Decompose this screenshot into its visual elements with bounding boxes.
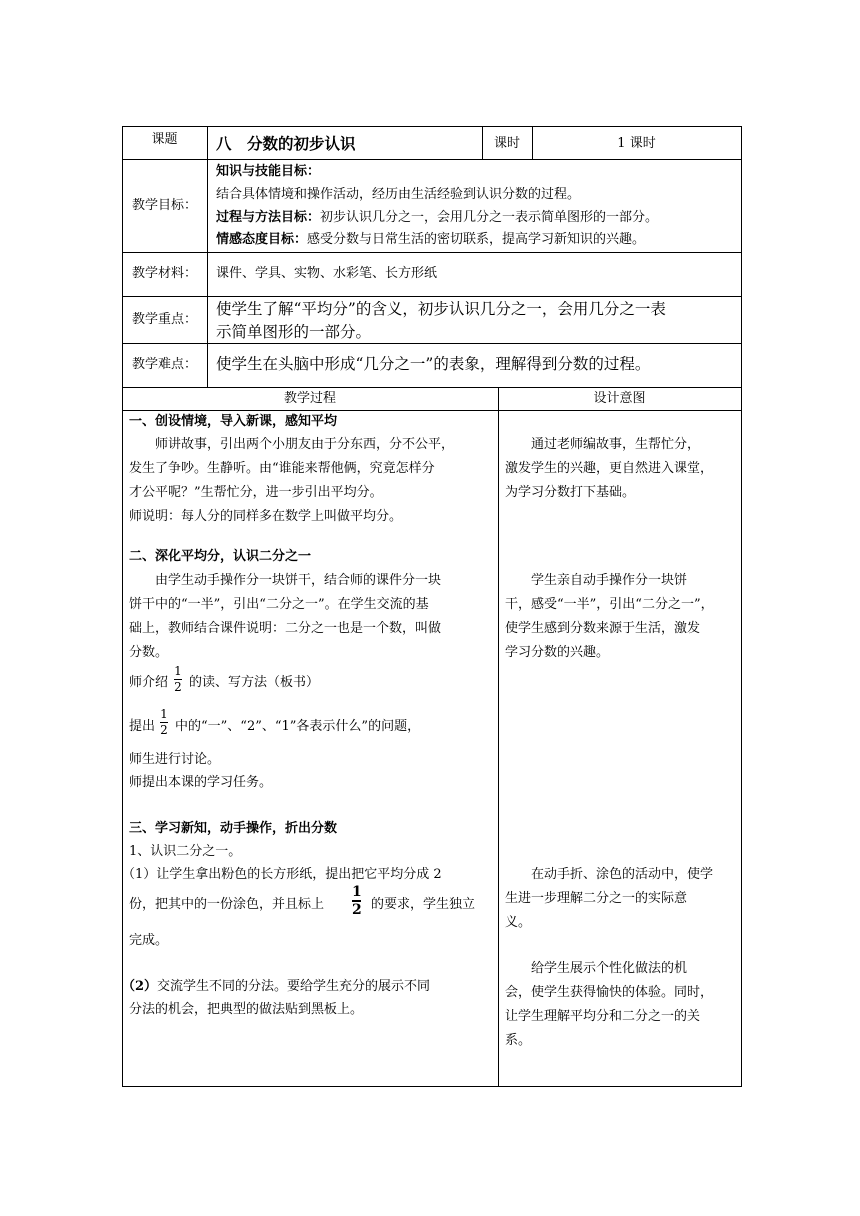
difficulty-text: 使学生在头脑中形成“几分之一”的表象，理解得到分数的过程。 [216,355,651,373]
section-3-line-b: 的要求，学生独立 [371,897,476,912]
materials-text: 课件、学具、实物、水彩笔、长方形纸 [216,266,438,281]
fraction-denominator: 2 [174,680,182,694]
knowledge-goal-title: 知识与技能目标： [216,164,321,179]
section-2-line: 师生进行讨论。 [129,752,221,767]
section-3-step-2 [122,976,430,998]
section-2-title: 二、深化平均分，认识二分之一 [129,549,312,564]
section-3-title: 三、学习新知，动手操作，折出分数 [129,821,338,836]
section-2-line: 础上，教师结合课件说明：二分之一也是一个数，叫做 [129,621,442,636]
section-2-ask-a: 提出 [129,719,156,734]
fraction-numerator: 1 [174,664,182,678]
intent-4-line: 会，使学生获得愉快的体验。同时， [505,985,714,1000]
section-2-intro-b: 的读、写方法（板书） [189,675,320,690]
intent-4-line: 给学生展示个性化做法的机 [505,961,688,976]
section-2-intro-a: 师介绍 [129,675,169,690]
intent-3-line: 义。 [505,915,532,930]
topic-label: 课题 [151,132,178,147]
section-1-line: 才公平呢？”生帮忙分，进一步引出平均分。 [129,485,383,500]
section-2-ask-b: 中的“一”、“2”、“1”各表示什么”的问题， [175,719,421,734]
hours-value: 1 课时 [617,136,656,151]
section-3-line: （1）让学生拿出粉色的长方形纸，提出把它平均分成 2 [122,867,442,882]
process-goal-text: 初步认识几分之一，会用几分之一表示简单图形的一部分。 [320,210,659,225]
objectives-label: 教学目标： [131,198,197,213]
column-header-intent: 设计意图 [593,391,646,406]
section-1-title: 一、创设情境，导入新课，感知平均 [129,414,338,429]
intent-3-line: 生进一步理解二分之一的实际意 [505,891,688,906]
intent-1-line: 激发学生的兴趣，更自然进入课堂， [505,461,714,476]
section-2-line: 师提出本课的学习任务。 [129,775,273,790]
section-1-line: 师说明：每人分的同样多在数学上叫做平均分。 [129,509,403,524]
fraction-denominator: 2 [352,901,362,918]
fraction-one-half [174,665,182,694]
materials-label: 教学材料： [131,266,197,281]
intent-2-line: 学习分数的兴趣。 [505,645,610,660]
intent-1-line: 为学习分数打下基础。 [505,485,636,500]
section-3-line: 完成。 [129,933,169,948]
fraction-denominator: 2 [160,723,168,737]
step-2-number: （2） [122,979,158,994]
topic-value: 八 分数的初步认识 [216,134,356,153]
fraction-one-half [352,885,362,917]
fraction-numerator: 1 [352,884,362,900]
section-1-line: 发生了争吵。生静听。由“谁能来帮他俩，究竟怎样分 [129,461,435,476]
hours-label: 课时 [493,136,520,151]
fraction-numerator: 1 [160,707,168,721]
emotion-goal-text: 感受分数与日常生活的密切联系，提高学习新知识的兴趣。 [307,232,646,247]
key-points-line-2: 示简单图形的一部分。 [216,323,372,341]
intent-3-line: 在动手折、涂色的活动中，使学 [505,867,714,882]
section-2-line: 分数。 [129,645,169,660]
section-1-line: 师讲故事，引出两个小朋友由于分东西，分不公平， [129,437,455,452]
key-points-label: 教学重点： [131,312,197,327]
fraction-one-half [160,708,168,737]
process-goal [216,207,658,229]
section-2-line: 由学生动手操作分一块饼干，结合师的课件分一块 [129,573,442,588]
difficulty-label: 教学难点： [131,357,197,372]
intent-2-line: 干，感受“一半”，引出“二分之一”， [505,597,714,612]
section-3-line: 分法的机会，把典型的做法贴到黑板上。 [129,1002,364,1017]
intent-4-line: 系。 [505,1033,532,1048]
knowledge-goal-text: 结合具体情境和操作活动，经历由生活经验到认识分数的过程。 [216,187,581,202]
intent-1-line: 通过老师编故事，生帮忙分， [505,437,701,452]
intent-4-line: 让学生理解平均分和二分之一的关 [505,1009,701,1024]
step-2-text: 交流学生不同的分法。要给学生充分的展示不同 [157,979,431,994]
section-2-line: 饼干中的“一半”，引出“二分之一”。在学生交流的基 [129,597,429,612]
emotion-goal-title: 情感态度目标： [216,232,308,247]
process-goal-title: 过程与方法目标： [216,210,321,225]
column-header-process: 教学过程 [283,391,336,406]
section-3-line: 1、认识二分之一。 [129,844,242,859]
key-points-line-1: 使学生了解“平均分”的含义，初步认识几分之一，会用几分之一表 [216,300,666,318]
emotion-goal [216,229,645,251]
intent-2-line: 使学生感到分数来源于生活，激发 [505,621,701,636]
intent-2-line: 学生亲自动手操作分一块饼 [505,573,688,588]
section-3-line-a: 份，把其中的一份涂色，并且标上 [129,897,325,912]
